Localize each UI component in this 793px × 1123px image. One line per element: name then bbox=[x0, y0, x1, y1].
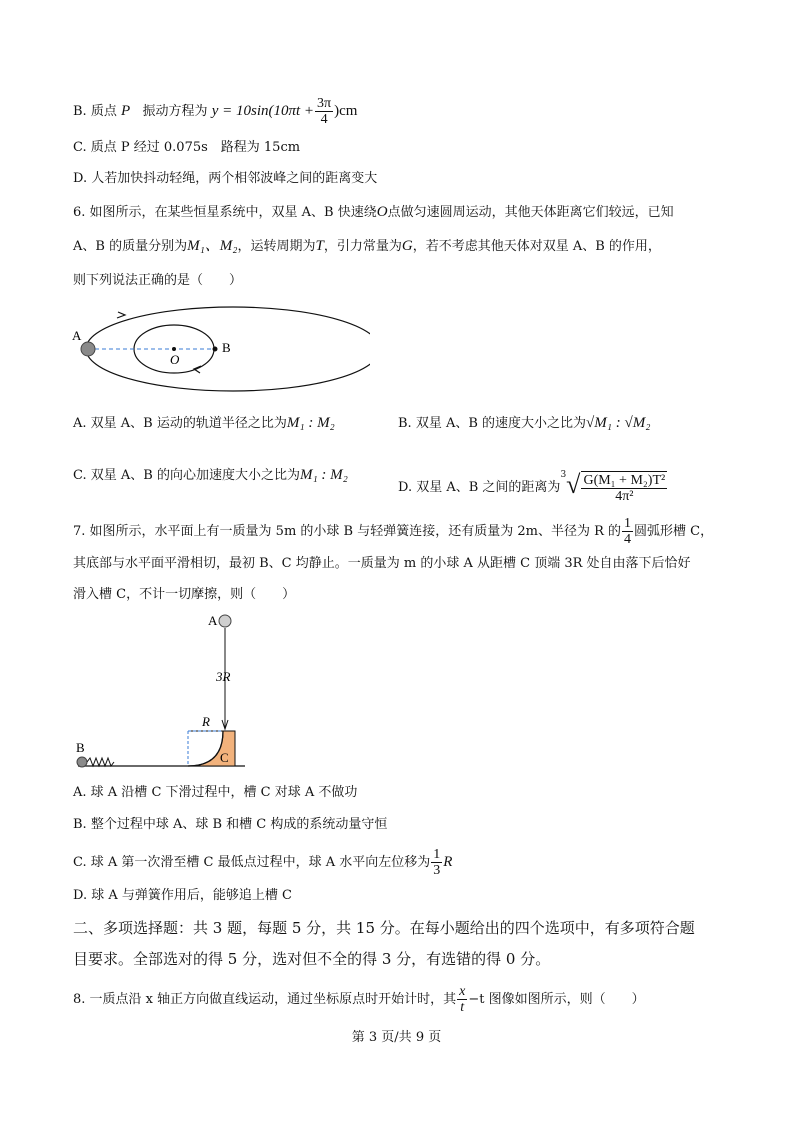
star-a bbox=[81, 342, 95, 356]
ball-b bbox=[77, 757, 87, 767]
q7-option-c: C. 球 A 第一次滑至槽 C 最低点过程中，球 A 水平向左位移为 $\frac{1}{3}$ R bbox=[73, 847, 453, 878]
page-footer: 第 3 页/共 9 页 bbox=[351, 1030, 442, 1045]
slide-groove-diagram bbox=[70, 608, 250, 774]
label-b: B bbox=[222, 340, 231, 355]
q6-stem-line3: 则下列说法正确的是（ ） bbox=[73, 273, 243, 288]
label-a: A bbox=[208, 613, 218, 628]
spring-icon bbox=[87, 758, 114, 766]
center-o bbox=[172, 347, 176, 351]
q7-stem-line2: 其底部与水平面平滑相切，最初 B、C 均静止。一质量为 m 的小球 A 从距槽 C 顶端 3R 处自由落下后恰好 bbox=[73, 556, 691, 571]
radical-icon: √ bbox=[566, 470, 581, 499]
label-c: C bbox=[220, 750, 229, 765]
q7-option-b: B. 整个过程中球 A、球 B 和槽 C 构成的系统动量守恒 bbox=[73, 817, 388, 832]
label-3r: 3R bbox=[216, 669, 231, 684]
arrow-inner-icon bbox=[194, 366, 201, 373]
q5-option-d: D. 人若加快抖动轻绳，两个相邻波峰之间的距离变大 bbox=[73, 171, 378, 186]
q7-stem-line3: 滑入槽 C，不计一切摩擦，则（ ） bbox=[73, 587, 296, 602]
q6-option-b: B. 双星 A、B 的速度大小之比为√M₁ : √M₂ bbox=[398, 415, 651, 431]
q6-option-a: A. 双星 A、B 运动的轨道半径之比为M₁ : M₂ bbox=[73, 415, 335, 431]
q6-stem-line2: A、B 的质量分别为M₁、M₂，运转周期为T，引力常量为G，若不考虑其他天体对双星 A、B 的作用， bbox=[73, 238, 661, 254]
section2-heading-line1: 二、多项选择题：共 3 题，每题 5 分，共 15 分。在每小题给出的四个选项中，有多项符合题 bbox=[73, 919, 695, 937]
fraction: $\frac{x}{t}$ bbox=[459, 984, 466, 1015]
fraction: $\frac{\text{G(M₁ + M₂)T²}}{\text{4π²}}$ bbox=[583, 473, 666, 504]
q7-option-a: A. 球 A 沿槽 C 下滑过程中，槽 C 对球 A 不做功 bbox=[73, 785, 358, 800]
label-b: B bbox=[76, 740, 85, 755]
fraction: $\frac{1}{3}$ bbox=[433, 847, 441, 878]
q6-stem-line1: 6. 如图所示，在某些恒星系统中，双星 A、B 快速绕O点做匀速圆周运动，其他天体距离它们较远，已知 bbox=[73, 204, 674, 220]
fraction: $\frac{3\pi}{4}$ bbox=[317, 96, 332, 127]
q7-option-d: D. 球 A 与弹簧作用后，能够追上槽 C bbox=[73, 888, 292, 903]
star-b bbox=[213, 347, 218, 352]
label-o: O bbox=[170, 352, 180, 367]
q5-option-b: B. 质点 P 振动方程为 y = 10sin(10πt + $\frac{3\pi}{4}$ )cm bbox=[73, 96, 358, 127]
q8-stem: 8. 一质点沿 x 轴正方向做直线运动，通过坐标原点时开始计时，其 $\frac{x}{t}$ −t 图像如图所示，则（ ） bbox=[73, 984, 645, 1015]
label-r: R bbox=[202, 714, 210, 729]
q5-option-c: C. 质点 P 经过 0.075s 路程为 15cm bbox=[73, 140, 301, 155]
q6-option-c: C. 双星 A、B 的向心加速度大小之比为M₁ : M₂ bbox=[73, 467, 348, 483]
binary-star-diagram bbox=[70, 305, 370, 397]
q7-stem-line1: 7. 如图所示，水平面上有一质量为 5m 的小球 B 与轻弹簧连接，还有质量为 2m、半径为 R 的 $\frac{1}{4}$ 圆弧形槽 C， bbox=[73, 516, 714, 547]
arrow-outer-icon bbox=[117, 312, 125, 318]
ball-a bbox=[219, 615, 231, 627]
q6-option-d: D. 双星 A、B 之间的距离为$^3$√ $\frac{\text{G(M₁ + M₂)T²}}{\text{4π²}}$ bbox=[398, 470, 666, 504]
fraction: $\frac{1}{4}$ bbox=[624, 516, 631, 547]
label-a: A bbox=[72, 328, 82, 343]
section2-heading-line2: 目要求。全部选对的得 5 分，选对但不全的得 3 分，有选错的得 0 分。 bbox=[73, 950, 551, 968]
